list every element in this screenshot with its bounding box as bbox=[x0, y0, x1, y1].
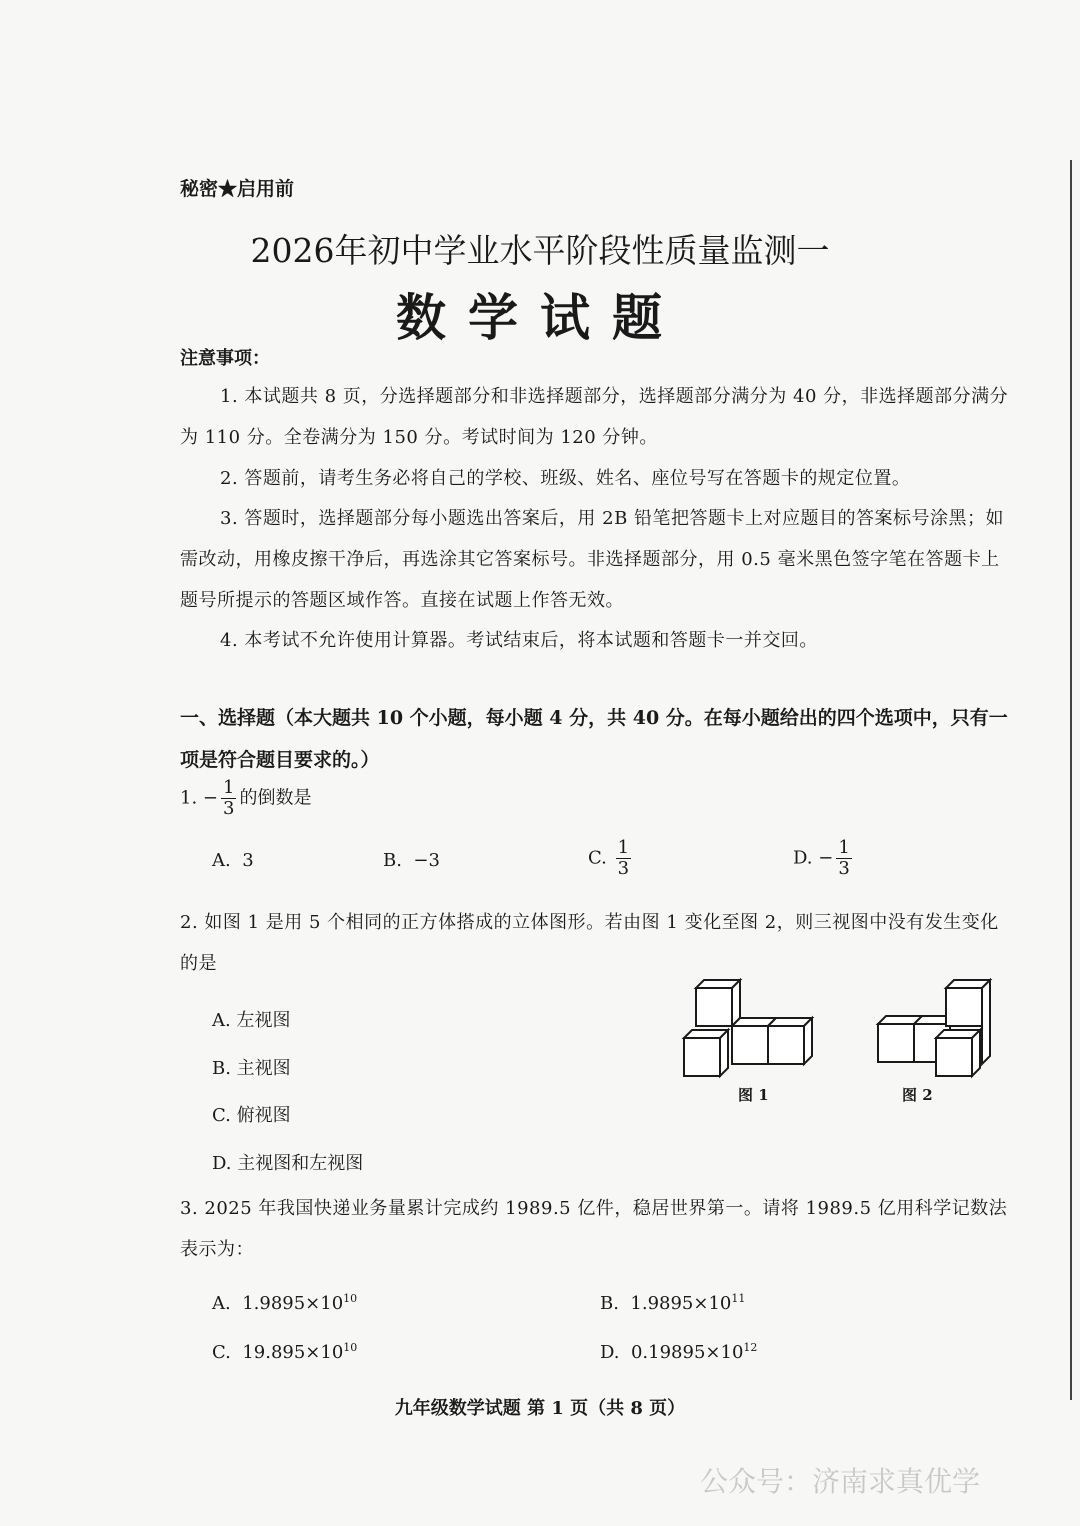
fraction bbox=[221, 778, 236, 819]
option-b bbox=[383, 850, 440, 871]
option-value: 0.19895×10 bbox=[630, 1342, 744, 1363]
exponent: 12 bbox=[743, 1341, 758, 1354]
question-2-stem: 2. 如图 1 是用 5 个相同的正方体搭成的立体图形。若由图 1 变化至图 2，则三视图中没有发生变化的是 bbox=[180, 912, 999, 974]
exponent: 10 bbox=[343, 1341, 358, 1354]
question-number: 1. bbox=[180, 787, 198, 809]
option-label: C. bbox=[588, 847, 607, 869]
exponent: 11 bbox=[731, 1292, 746, 1305]
fraction-denominator: 3 bbox=[617, 858, 630, 879]
q2-option-c: C. 俯视图 bbox=[212, 1105, 291, 1126]
option-value: 1.9895×10 bbox=[242, 1293, 344, 1314]
fraction bbox=[836, 838, 851, 879]
q3-option-a bbox=[212, 1292, 357, 1314]
q2-option-d: D. 主视图和左视图 bbox=[212, 1153, 364, 1174]
subject-title: 数学试题 bbox=[396, 288, 684, 347]
fraction-denominator: 3 bbox=[223, 798, 235, 819]
q3-option-b bbox=[600, 1292, 745, 1314]
option-value: 19.895×10 bbox=[242, 1342, 344, 1363]
option-label: B. bbox=[600, 1293, 619, 1314]
fraction-numerator: 1 bbox=[223, 777, 235, 798]
q2-option-b: B. 主视图 bbox=[212, 1058, 291, 1079]
option-label: A. bbox=[212, 850, 231, 871]
option-label: C. bbox=[212, 1342, 231, 1363]
exponent: 10 bbox=[343, 1292, 358, 1305]
option-c bbox=[588, 838, 634, 879]
stem-text: 的倒数是 bbox=[239, 787, 312, 809]
q3-option-d bbox=[600, 1341, 757, 1363]
question-3-stem: 3. 2025 年我国快递业务量累计完成约 1989.5 亿件，稳居世界第一。请将 1989.5 亿用科学记数法表示为： bbox=[180, 1198, 1008, 1260]
fraction-numerator: 1 bbox=[617, 837, 630, 858]
minus-sign: − bbox=[818, 847, 834, 869]
notice-item-3: 3. 答题时，选择题部分每小题选出答案后，用 2B 铅笔把答题卡上对应题目的答案标号涂黑；如需改动，用橡皮擦干净后，再选涂其它答案标号。非选择题部分，用 0.5 毫米黑色签字笔在答题卡上题号所提示的答题区域作答。直接在试题上作答无效。 bbox=[180, 508, 1005, 611]
figure-1-cubes bbox=[676, 978, 816, 1083]
option-value: 3 bbox=[242, 850, 254, 871]
exam-title: 2026年初中学业水平阶段性质量监测一 bbox=[250, 231, 830, 270]
notice-heading: 注意事项： bbox=[180, 348, 270, 369]
notice-item-2: 2. 答题前，请考生务必将自己的学校、班级、姓名、座位号写在答题卡的规定位置。 bbox=[220, 468, 911, 489]
section-heading: 一、选择题（本大题共 10 个小题，每小题 4 分，共 40 分。在每小题给出的四个选项中，只有一项是符合题目要求的。） bbox=[180, 707, 1008, 771]
option-value: 1.9895×10 bbox=[630, 1293, 732, 1314]
confidential-label: 秘密★启用前 bbox=[180, 178, 295, 200]
option-label: D. bbox=[600, 1342, 620, 1363]
notice-item-1: 1. 本试题共 8 页，分选择题部分和非选择题部分，选择题部分满分为 40 分，非选择题部分满分为 110 分。全卷满分为 150 分。考试时间为 120 分钟。 bbox=[180, 386, 1009, 448]
figure-2-label: 图 2 bbox=[902, 1086, 933, 1104]
option-d bbox=[793, 838, 855, 879]
option-label: D. bbox=[793, 847, 813, 869]
figure-1-label: 图 1 bbox=[738, 1086, 769, 1104]
q3-option-c bbox=[212, 1341, 357, 1363]
minus-sign: − bbox=[202, 787, 219, 809]
figure-2-cubes bbox=[870, 978, 995, 1083]
option-value: −3 bbox=[413, 850, 440, 871]
option-label: B. bbox=[383, 850, 402, 871]
page-footer: 九年级数学试题 第 1 页（共 8 页） bbox=[394, 1398, 686, 1419]
fraction bbox=[616, 838, 631, 879]
fraction-numerator: 1 bbox=[838, 837, 850, 858]
option-label: A. bbox=[212, 1293, 231, 1314]
watermark: 公众号：济南求真优学 bbox=[700, 1465, 981, 1498]
option-a bbox=[212, 850, 254, 871]
q2-option-a: A. 左视图 bbox=[212, 1010, 291, 1031]
fraction-denominator: 3 bbox=[838, 858, 850, 879]
question-1-stem bbox=[180, 778, 311, 819]
notice-item-4: 4. 本考试不允许使用计算器。考试结束后，将本试题和答题卡一并交回。 bbox=[220, 630, 818, 651]
